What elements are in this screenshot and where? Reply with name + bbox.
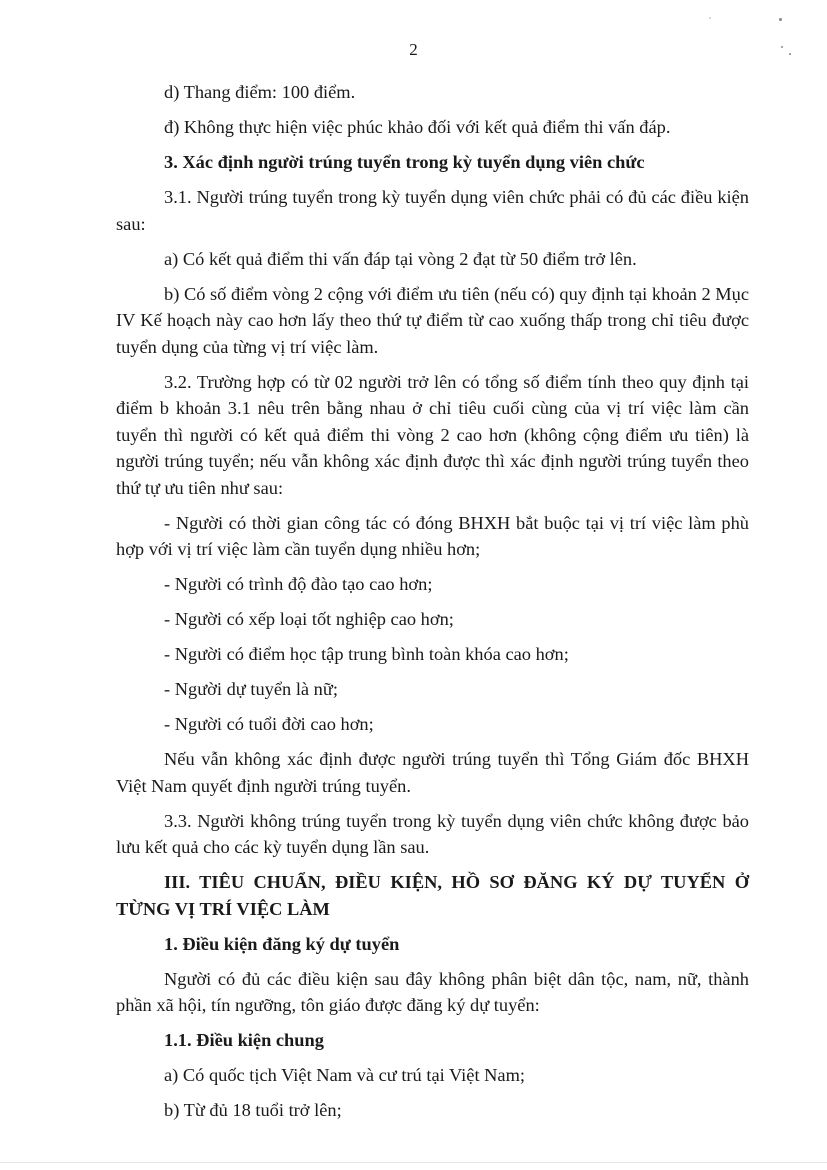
paragraph: Nếu vẫn không xác định được người trúng tuyển thì Tổng Giám đốc BHXH Việt Nam quyết định người trúng tuyển. <box>116 749 749 796</box>
scan-speck <box>789 53 791 55</box>
list-item: b) Từ đủ 18 tuổi trở lên; <box>164 1100 342 1120</box>
paragraph: a) Có kết quả điểm thi vấn đáp tại vòng 2 đạt từ 50 điểm trở lên. <box>164 248 637 269</box>
subsection-heading: 1. Điều kiện đăng ký dự tuyển <box>164 933 400 954</box>
list-item: - Người có thời gian công tác có đóng BHXH bắt buộc tại vị trí việc làm phù hợp với vị trí việc làm cần tuyển dụng nhiều hơn; <box>116 512 749 559</box>
paragraph: 3.3. Người không trúng tuyển trong kỳ tuyển dụng viên chức không được bảo lưu kết quả cho các kỳ tuyển dụng lần sau. <box>116 810 749 857</box>
paragraph: 3.2. Trường hợp có từ 02 người trở lên có tổng số điểm tính theo quy định tại điểm b khoản 3.1 nêu trên bằng nhau ở chỉ tiêu cuối cùng của vị trí việc làm cần tuyển thì người có kết quả điểm thi vòng 2 cao hơn (không cộng điểm ưu tiên) là người trúng tuyển; nếu vẫn không xác định được thì xác định người trúng tuyển theo thứ tự ưu tiên như sau: <box>116 371 749 498</box>
list-item: - Người có điểm học tập trung bình toàn khóa cao hơn; <box>164 644 569 664</box>
paragraph: d) Thang điểm: 100 điểm. <box>164 82 356 102</box>
scan-speck <box>781 46 783 48</box>
list-item: - Người có tuổi đời cao hơn; <box>164 714 374 734</box>
page-number: 2 <box>409 40 418 59</box>
list-item: a) Có quốc tịch Việt Nam và cư trú tại Việt Nam; <box>164 1065 526 1085</box>
subsection-heading: 3. Xác định người trúng tuyển trong kỳ tuyển dụng viên chức <box>164 152 645 172</box>
document-body <box>116 79 749 1132</box>
section-heading: III. TIÊU CHUẨN, ĐIỀU KIỆN, HỒ SƠ ĐĂNG KÝ DỰ TUYỂN Ở TỪNG VỊ TRÍ VIỆC LÀM <box>116 872 749 919</box>
scan-speck <box>779 18 782 21</box>
subsection-heading: 1.1. Điều kiện chung <box>164 1030 324 1050</box>
list-item: - Người dự tuyển là nữ; <box>164 679 338 699</box>
scan-speck <box>709 17 711 19</box>
paragraph: đ) Không thực hiện việc phúc khảo đối với kết quả điểm thi vấn đáp. <box>164 117 671 137</box>
list-item: - Người có trình độ đào tạo cao hơn; <box>164 574 433 594</box>
scan-edge-line <box>0 1162 827 1163</box>
paragraph: Người có đủ các điều kiện sau đây không phân biệt dân tộc, nam, nữ, thành phần xã hội, tín ngưỡng, tôn giáo được đăng ký dự tuyển: <box>116 968 749 1015</box>
paragraph: b) Có số điểm vòng 2 cộng với điểm ưu tiên (nếu có) quy định tại khoản 2 Mục IV Kế hoạch này cao hơn lấy theo thứ tự điểm từ cao xuống thấp trong chỉ tiêu được tuyển dụng của từng vị trí việc làm. <box>116 283 749 357</box>
paragraph: 3.1. Người trúng tuyển trong kỳ tuyển dụng viên chức phải có đủ các điều kiện sau: <box>116 187 749 234</box>
list-item: - Người có xếp loại tốt nghiệp cao hơn; <box>164 609 454 629</box>
